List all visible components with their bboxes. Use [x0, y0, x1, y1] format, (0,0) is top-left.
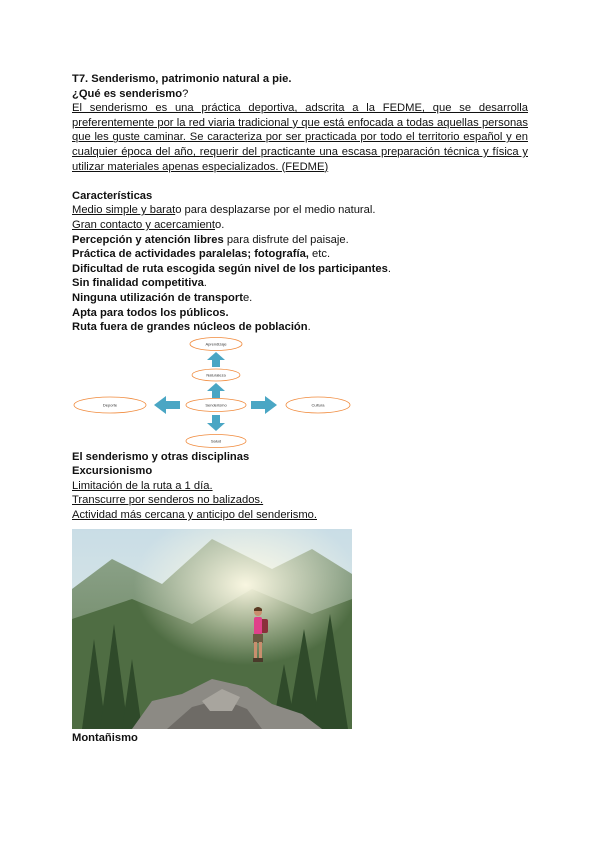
item-bold: Práctica de actividades paralelas; fotografía,: [72, 248, 309, 261]
node-right: [286, 397, 350, 413]
item-text: .: [307, 321, 311, 334]
item-bold: Dificultad de ruta escogida según nivel de los participantes: [72, 262, 388, 275]
characteristic-item: [72, 291, 528, 306]
document-title: T7. Senderismo, patrimonio natural a pie.: [72, 73, 292, 85]
hiker-landscape-photo-icon: [72, 529, 352, 729]
characteristic-item: [72, 262, 528, 277]
question-bold: ¿Qué es senderismo: [72, 87, 183, 100]
arrow-up-icon: [207, 383, 225, 398]
definition-line: utilizar materiales apenas especializados. (FEDME): [72, 160, 329, 173]
item-bold: Apta para todos los públicos.: [72, 306, 229, 319]
discipline-item: Actividad más cercana y anticipo del senderismo.: [72, 509, 317, 522]
item-text: etc.: [308, 248, 331, 261]
excursionismo-heading: Excursionismo: [72, 465, 153, 478]
item-bold: Percepción y atención libres: [72, 233, 224, 246]
question-mark: ?: [182, 87, 189, 100]
item-underlined: Medio simple y barat: [72, 204, 176, 217]
discipline-item: Limitación de la ruta a 1 día.: [72, 479, 213, 492]
characteristic-item: [72, 306, 528, 321]
svg-text:Cultura: Cultura: [311, 402, 325, 408]
arrow-up-icon: [207, 352, 225, 367]
node-up1: [190, 337, 242, 350]
characteristic-item: [72, 276, 528, 291]
characteristic-item: [72, 233, 528, 248]
discipline-item: Transcurre por senderos no balizados.: [72, 494, 264, 507]
item-text: o.: [215, 218, 225, 231]
characteristic-item: [72, 203, 528, 218]
arrow-left-icon: [154, 396, 180, 414]
concept-diagram: [72, 337, 362, 449]
arrow-down-icon: [207, 415, 225, 431]
item-text: para disfrute del paisaje.: [223, 233, 349, 246]
definition-paragraph: [72, 101, 528, 174]
node-up2: [192, 369, 240, 381]
node-left: [74, 397, 146, 413]
svg-text:Deporte: Deporte: [102, 402, 118, 408]
arrow-right-icon: [251, 396, 277, 414]
disciplines-heading: El senderismo y otras disciplinas: [72, 450, 250, 463]
definition-line: que les guste caminar. Se caracteriza por ser practicada por todo el territorio español y en: [72, 131, 528, 144]
item-text: e.: [242, 291, 253, 304]
item-text: .: [203, 277, 207, 290]
montanismo-heading: Montañismo: [72, 731, 138, 744]
item-underlined: Gran contacto y acercamient: [72, 218, 216, 231]
svg-text:Senderismo: Senderismo: [205, 402, 227, 408]
characteristics-heading: Características: [72, 189, 153, 202]
svg-text:Aprendizaje: Aprendizaje: [205, 341, 227, 347]
definition-line: cualquier época del año, requerir del practicante una escasa preparación técnica y física y: [72, 145, 528, 158]
svg-text:Naturaleza: Naturaleza: [206, 372, 226, 378]
document-page: [72, 72, 528, 745]
question-heading: [72, 87, 528, 102]
item-bold: Ruta fuera de grandes núcleos de población: [72, 321, 308, 334]
characteristic-item: [72, 247, 528, 262]
characteristic-item: [72, 218, 528, 233]
characteristic-item: [72, 320, 528, 335]
node-down: [186, 434, 246, 447]
item-bold: Sin finalidad competitiva: [72, 277, 204, 290]
svg-text:Salud: Salud: [210, 438, 222, 444]
definition-line: El senderismo es una práctica deportiva, adscrita a la FEDME, que se desarrolla: [72, 102, 528, 115]
hiker-photo: [72, 529, 352, 729]
node-center: [186, 398, 246, 411]
definition-line: preferentemente por la red viaria tradicional y que está enfocada a todas aquellas personas: [72, 116, 528, 129]
item-text: o para desplazarse por el medio natural.: [175, 204, 376, 217]
item-bold: Ninguna utilización de transport: [72, 291, 243, 304]
item-text: .: [387, 262, 391, 275]
